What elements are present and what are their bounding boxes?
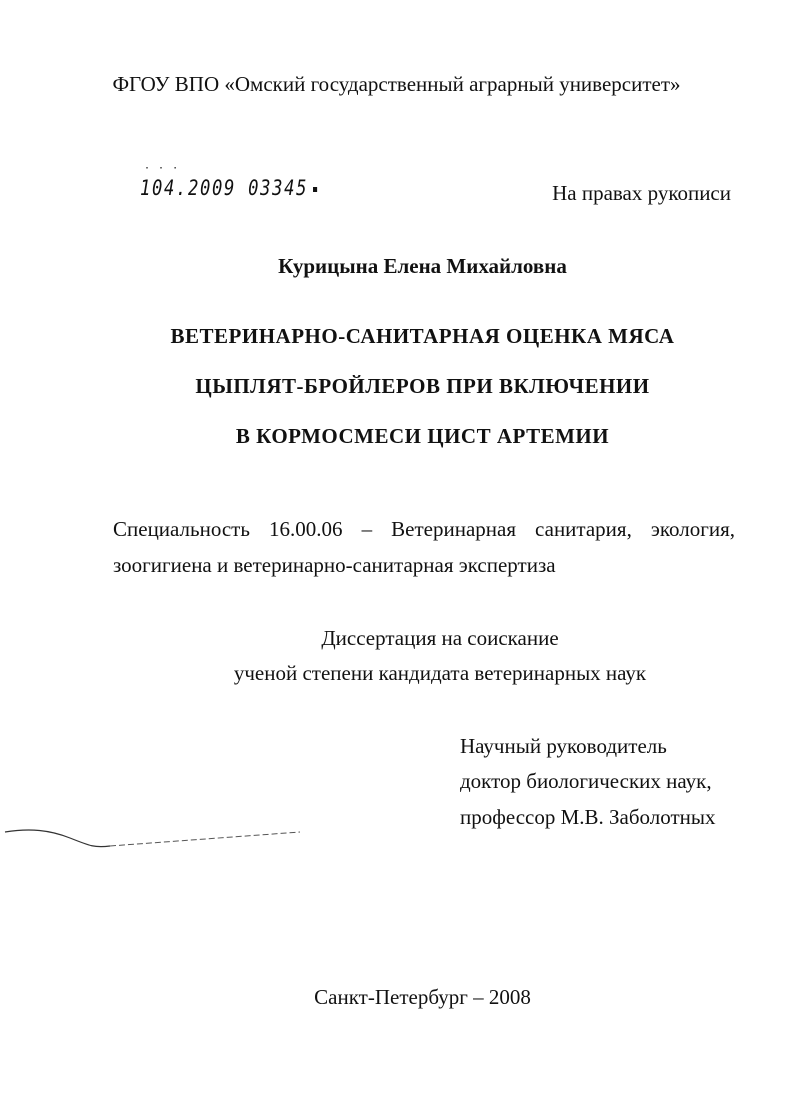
stamp-number-text: 104.2009 03345 <box>140 176 309 200</box>
city-year: Санкт-Петербург – 2008 <box>314 985 531 1009</box>
supervisor-line-2: доктор биологических наук, <box>460 769 712 793</box>
degree-line-2: ученой степени кандидата ветеринарных наук <box>233 661 647 685</box>
supervisor-line-1: Научный руководитель <box>460 734 667 758</box>
title-line-2: ЦЫПЛЯТ-БРОЙЛЕРОВ ПРИ ВКЛЮЧЕНИИ <box>195 374 650 398</box>
rights-note: На правах рукописи <box>552 181 731 205</box>
title-line-1: ВЕТЕРИНАРНО-САНИТАРНАЯ ОЦЕНКА МЯСА <box>170 324 675 348</box>
title-line-3: В КОРМОСМЕСИ ЦИСТ АРТЕМИИ <box>235 424 610 448</box>
supervisor-line-3: профессор М.В. Заболотных <box>460 805 716 829</box>
stamp-mark <box>313 187 317 192</box>
scan-pen-mark <box>0 818 320 858</box>
stamp-dots: · · · <box>144 163 180 174</box>
specialty-line-2: зоогигиена и ветеринарно-санитарная экспертиза <box>113 553 556 577</box>
organization-header: ФГОУ ВПО «Омский государственный аграрный университет» <box>112 72 681 96</box>
archive-stamp-number <box>140 176 317 200</box>
degree-line-1: Диссертация на соискание <box>321 626 559 650</box>
specialty-line-1: Специальность 16.00.06 – Ветеринарная санитария, экология, <box>113 517 735 541</box>
author-name: Курицына Елена Михайловна <box>278 254 567 278</box>
